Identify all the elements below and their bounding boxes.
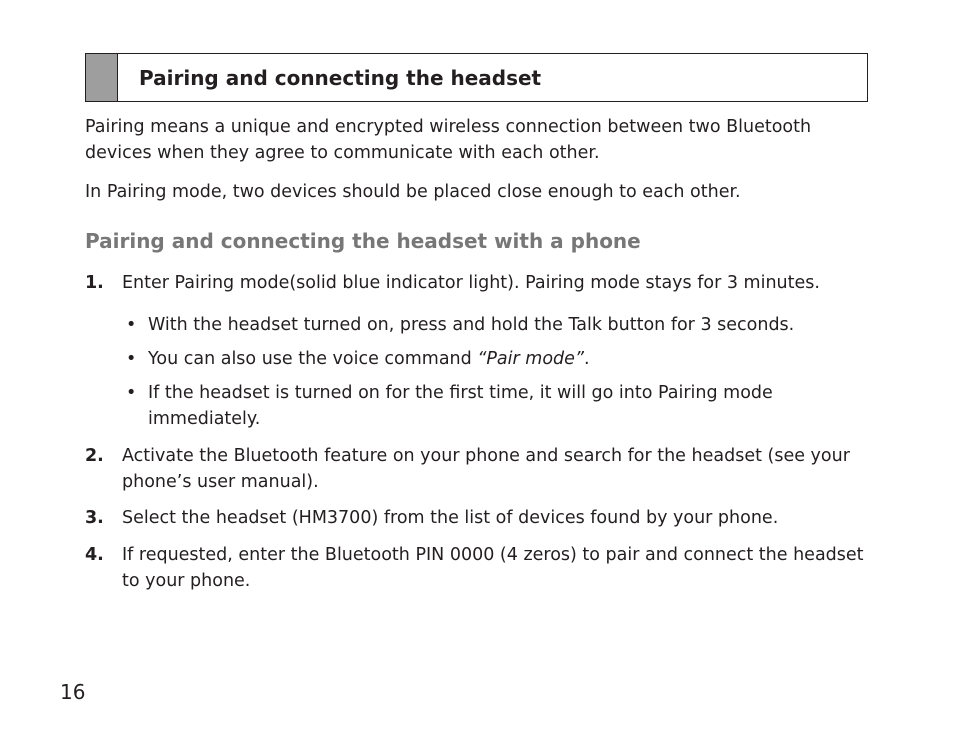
bullet-text [148,346,866,372]
bullet-icon: • [126,349,137,369]
bullet-item-2 [126,346,866,372]
title-marker-block [86,54,118,101]
step-1 [85,270,875,296]
section-title: Pairing and connecting the headset [139,65,542,90]
intro-paragraph-1: Pairing means a unique and encrypted wireless connection between two Bluetooth devices when they agree to communicate with each other. [85,117,812,163]
step-number: 1. [85,273,104,293]
bullet-text: If the headset is turned on for the first time, it will go into Pairing mode immediately. [148,383,773,429]
subheading: Pairing and connecting the headset with a phone [85,229,641,253]
bullet-text-after: . [583,349,590,369]
bullet-item-3 [126,380,866,432]
bullet-item-1 [126,312,866,338]
step-number: 2. [85,446,104,466]
bullet-icon: • [126,315,137,335]
step-text: Enter Pairing mode(solid blue indicator light). Pairing mode stays for 3 minutes. [122,273,820,293]
step-number: 3. [85,508,104,528]
intro-paragraph-2: In Pairing mode, two devices should be placed close enough to each other. [85,182,741,202]
bullet-text: With the headset turned on, press and hold the Talk button for 3 seconds. [148,315,795,335]
step-text: Select the headset (HM3700) from the list of devices found by your phone. [122,508,779,528]
voice-command: “Pair mode” [477,349,584,369]
section-title-box [85,53,868,102]
step-2 [85,443,875,495]
step-number: 4. [85,545,104,565]
step-text: Activate the Bluetooth feature on your phone and search for the headset (see your phone’s user manual). [122,446,850,492]
step-3 [85,505,875,531]
step-4 [85,542,875,594]
bullet-icon: • [126,383,137,403]
page-number: 16 [60,680,86,704]
step-text: If requested, enter the Bluetooth PIN 0000 (4 zeros) to pair and connect the headset to your phone. [122,545,864,591]
bullet-text-before: You can also use the voice command [148,349,478,369]
